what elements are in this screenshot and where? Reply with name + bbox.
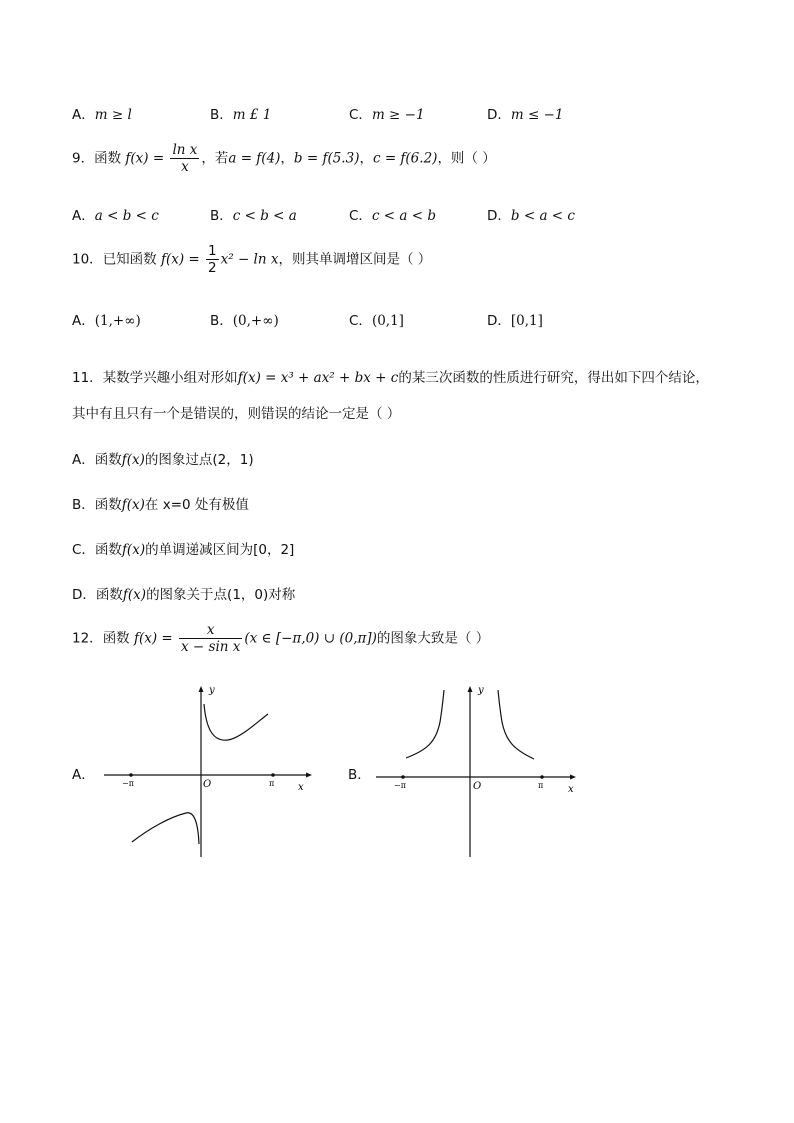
left-tick-dot <box>129 773 133 777</box>
left-branch-curve <box>406 690 444 758</box>
question-number: 9． <box>72 150 95 167</box>
q8-option-d <box>487 103 564 123</box>
option-expr: (1,+∞) <box>94 313 141 329</box>
option-expr: m £ 1 <box>232 107 272 123</box>
q11-option-c <box>72 538 294 558</box>
option-label: B． <box>210 208 233 224</box>
option-label: D． <box>487 313 511 329</box>
function-expr: f(x) = <box>133 630 173 647</box>
q8-option-a <box>72 103 132 123</box>
option-func: f(x) <box>121 452 145 468</box>
separator: ， <box>359 150 373 167</box>
right-tick-dot <box>271 773 275 777</box>
separator: ， <box>280 150 294 167</box>
stem-suffix: 的图象大致是（ ） <box>376 630 490 647</box>
y-axis-label: y <box>209 685 215 696</box>
stem-mid: ，若 <box>201 150 229 167</box>
option-label: A． <box>72 313 95 329</box>
option-pre: 函数 <box>95 587 123 603</box>
option-post: 在 x=0 处有极值 <box>144 497 249 513</box>
option-expr: (0,1] <box>371 313 404 329</box>
option-label: A． <box>72 452 95 468</box>
graph-a-label: A． <box>72 767 95 783</box>
def-c: c = f(6.2) <box>372 150 438 167</box>
q11-option-d <box>72 583 295 603</box>
question-number: 12． <box>72 630 103 647</box>
stem-prefix: 某数学兴趣小组对形如 <box>102 370 238 386</box>
stem-suffix: 的某三次函数的性质进行研究，得出如下四个结论， <box>398 370 709 386</box>
graph-a <box>100 682 320 862</box>
fraction <box>206 243 219 276</box>
option-label: C． <box>72 542 95 558</box>
q9-stem <box>72 142 496 175</box>
option-expr: m ≥ l <box>94 107 132 123</box>
def-a: a = f(4) <box>228 150 281 167</box>
option-label: A． <box>72 107 95 123</box>
q8-option-c <box>349 103 425 123</box>
q11-stem <box>72 366 709 386</box>
q11-stem-line2: 其中有且只有一个是错误的，则错误的结论一定是（ ） <box>72 406 401 422</box>
q11-option-b <box>72 493 249 513</box>
function-expr: f(x) = <box>125 150 165 167</box>
q9-option-a <box>72 204 159 224</box>
left-tick-label: −π <box>122 779 134 788</box>
q10-option-b <box>210 309 279 329</box>
option-pre: 函数 <box>94 497 122 513</box>
option-label: C． <box>349 313 372 329</box>
fraction-denominator: 2 <box>208 260 217 276</box>
right-tick-label: π <box>538 781 544 790</box>
q9-option-c <box>349 204 436 224</box>
stem-suffix: ，则其单调增区间是（ ） <box>278 251 432 268</box>
option-expr: c < a < b <box>371 208 436 224</box>
option-label: C． <box>349 208 372 224</box>
q10-option-c <box>349 309 404 329</box>
fraction-numerator: 1 <box>208 243 217 259</box>
option-label: D． <box>487 208 511 224</box>
q11-option-a <box>72 448 254 468</box>
option-expr: (0,+∞) <box>232 313 279 329</box>
q12-stem <box>72 622 489 655</box>
right-branch-curve <box>498 690 534 759</box>
q10-option-a <box>72 309 141 329</box>
question-number: 10． <box>72 251 103 268</box>
origin-label: O <box>473 781 482 792</box>
q10-stem <box>72 243 431 276</box>
option-expr: m ≥ −1 <box>371 107 425 123</box>
option-expr: b < a < c <box>510 208 575 224</box>
origin-label: O <box>203 779 212 790</box>
y-axis-arrow <box>468 686 473 692</box>
option-post: 的单调递减区间为[0，2] <box>145 542 295 558</box>
left-tick-dot <box>401 775 405 779</box>
option-label: B． <box>210 107 233 123</box>
option-label: A． <box>72 208 95 224</box>
q10-option-d <box>487 309 543 329</box>
option-post: 的图象关于点(1，0)对称 <box>146 587 296 603</box>
graph-b-label: B． <box>348 767 371 783</box>
stem-prefix: 函数 <box>102 630 130 647</box>
option-func: f(x) <box>122 587 147 603</box>
option-label: D． <box>487 107 511 123</box>
option-expr: [0,1] <box>510 313 543 329</box>
fraction-numerator: x <box>179 622 242 639</box>
y-axis-arrow <box>199 686 204 692</box>
domain-expr: (x ∈ [−π,0) ∪ (0,π]) <box>244 630 377 647</box>
function-expr: f(x) = <box>160 251 200 268</box>
option-post: 的图象过点(2，1) <box>144 452 254 468</box>
x-axis-arrow <box>570 775 576 780</box>
q8-option-b <box>210 103 271 123</box>
y-axis-label: y <box>478 685 484 696</box>
stem-prefix: 函数 <box>94 150 122 167</box>
option-expr: a < b < c <box>94 208 159 224</box>
graph-b <box>372 682 587 862</box>
q9-option-d <box>487 204 575 224</box>
option-func: f(x) <box>121 542 146 558</box>
x-axis-label: x <box>568 784 574 795</box>
def-b: b = f(5.3) <box>293 150 360 167</box>
fraction-denominator: x <box>181 159 189 175</box>
question-number: 11． <box>72 370 103 386</box>
left-branch-curve <box>132 813 199 844</box>
option-expr: m ≤ −1 <box>510 107 564 123</box>
fraction <box>179 622 242 655</box>
x-axis-arrow <box>306 773 312 778</box>
right-branch-curve <box>204 704 268 740</box>
option-expr: c < b < a <box>232 208 297 224</box>
left-tick-label: −π <box>394 781 406 790</box>
option-label: B． <box>72 497 95 513</box>
option-label: B． <box>210 313 233 329</box>
right-tick-label: π <box>269 779 275 788</box>
fraction-denominator: x − sin x <box>181 639 241 655</box>
function-tail: x² − ln x <box>220 251 279 268</box>
option-pre: 函数 <box>94 452 122 468</box>
stem-suffix: ，则（ ） <box>437 150 496 167</box>
option-pre: 函数 <box>94 542 122 558</box>
right-tick-dot <box>540 775 544 779</box>
option-label: D． <box>72 587 96 603</box>
option-func: f(x) <box>121 497 145 513</box>
stem-prefix: 已知函数 <box>102 251 157 268</box>
fraction-numerator: ln x <box>172 142 198 158</box>
x-axis-label: x <box>298 782 304 793</box>
option-label: C． <box>349 107 372 123</box>
fraction <box>170 142 199 175</box>
q9-option-b <box>210 204 297 224</box>
function-expr: f(x) = x³ + ax² + bx + c <box>237 370 399 386</box>
